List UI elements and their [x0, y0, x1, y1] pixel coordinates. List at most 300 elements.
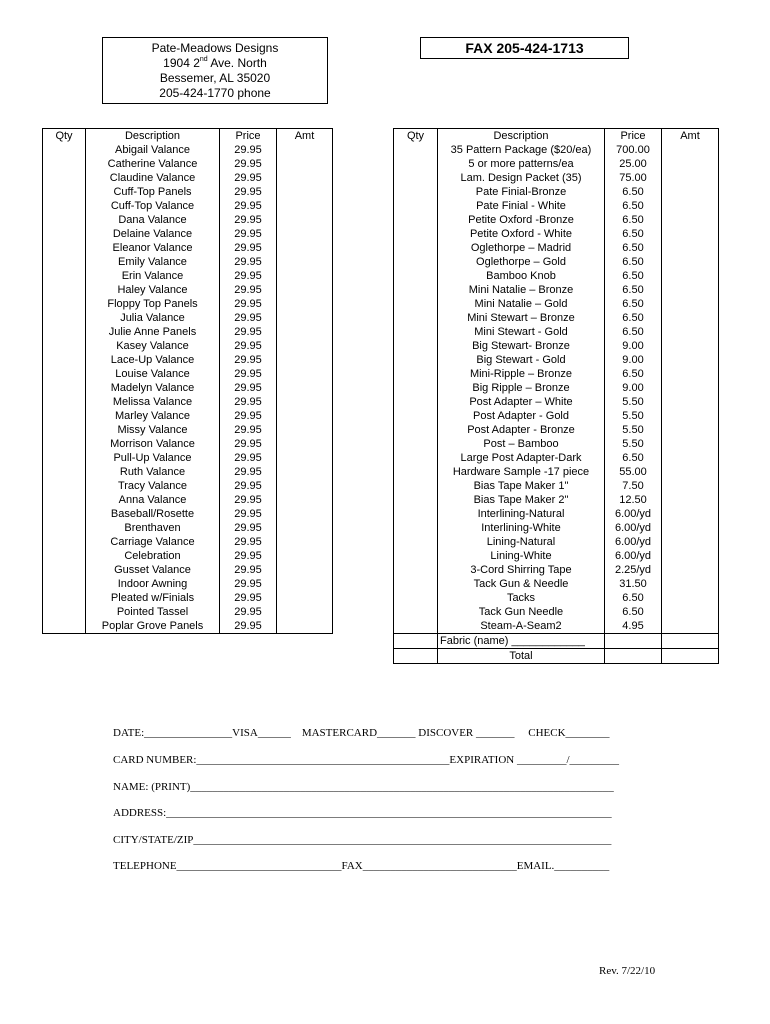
- amt-cell[interactable]: [277, 395, 333, 409]
- price-cell[interactable]: [605, 634, 662, 649]
- price-cell: 6.50: [605, 199, 662, 213]
- qty-cell[interactable]: [394, 283, 438, 297]
- qty-cell[interactable]: [43, 227, 86, 241]
- name-line[interactable]: NAME: (PRINT)_____________________________________________________________________________: [113, 781, 614, 793]
- table-row: [394, 591, 719, 605]
- amt-cell[interactable]: [662, 367, 719, 381]
- amt-cell[interactable]: [277, 493, 333, 507]
- amt-cell[interactable]: [662, 437, 719, 451]
- price-cell: 29.95: [220, 339, 277, 353]
- amt-cell[interactable]: [277, 339, 333, 353]
- qty-cell[interactable]: [394, 479, 438, 493]
- description-cell: Lining-Natural: [438, 535, 605, 549]
- table-row: [394, 241, 719, 255]
- price-cell: 75.00: [605, 171, 662, 185]
- amt-cell[interactable]: [662, 549, 719, 563]
- city-state-zip-line[interactable]: CITY/STATE/ZIP____________________________________________________________________________: [113, 834, 612, 846]
- amt-cell[interactable]: [662, 339, 719, 353]
- amt-cell[interactable]: [662, 409, 719, 423]
- price-cell: 6.00/yd: [605, 521, 662, 535]
- left-header-row: [43, 129, 333, 144]
- amt-cell[interactable]: [662, 395, 719, 409]
- table-row: [394, 409, 719, 423]
- price-cell: 25.00: [605, 157, 662, 171]
- qty-cell[interactable]: [394, 409, 438, 423]
- description-cell: Fabric (name) ____________: [438, 634, 605, 649]
- qty-cell[interactable]: [43, 409, 86, 423]
- description-cell: Kasey Valance: [86, 339, 220, 353]
- description-cell: Post Adapter - Gold: [438, 409, 605, 423]
- qty-cell[interactable]: [43, 269, 86, 283]
- qty-cell[interactable]: [43, 213, 86, 227]
- amt-cell[interactable]: [662, 649, 719, 664]
- price-cell: 29.95: [220, 297, 277, 311]
- qty-cell[interactable]: [394, 563, 438, 577]
- amt-cell[interactable]: [277, 549, 333, 563]
- street-number: 1904 2: [163, 56, 200, 70]
- table-row: [394, 213, 719, 227]
- left-order-table: [42, 128, 333, 634]
- description-cell: Madelyn Valance: [86, 381, 220, 395]
- qty-cell[interactable]: [43, 339, 86, 353]
- price-cell: 29.95: [220, 563, 277, 577]
- table-row: [394, 619, 719, 634]
- amt-cell[interactable]: [277, 535, 333, 549]
- description-cell: Post Adapter – White: [438, 395, 605, 409]
- qty-cell[interactable]: [394, 381, 438, 395]
- amt-cell[interactable]: [277, 199, 333, 213]
- amt-cell[interactable]: [277, 241, 333, 255]
- table-row: [394, 535, 719, 549]
- qty-cell[interactable]: [394, 493, 438, 507]
- table-row: [43, 143, 333, 157]
- qty-cell[interactable]: [394, 634, 438, 649]
- description-cell: Haley Valance: [86, 283, 220, 297]
- company-city: Bessemer, AL 35020: [159, 71, 271, 85]
- amt-cell[interactable]: [277, 451, 333, 465]
- qty-cell[interactable]: [394, 535, 438, 549]
- table-row: [43, 549, 333, 563]
- price-cell: 29.95: [220, 199, 277, 213]
- qty-cell[interactable]: [394, 339, 438, 353]
- description-cell: Bias Tape Maker 2": [438, 493, 605, 507]
- price-cell: 9.00: [605, 339, 662, 353]
- amt-cell[interactable]: [277, 465, 333, 479]
- description-cell: Mini Natalie – Bronze: [438, 283, 605, 297]
- description-cell: Morrison Valance: [86, 437, 220, 451]
- amt-cell[interactable]: [277, 311, 333, 325]
- qty-cell[interactable]: [43, 493, 86, 507]
- amt-cell[interactable]: [662, 325, 719, 339]
- description-cell: Baseball/Rosette: [86, 507, 220, 521]
- qty-cell[interactable]: [394, 465, 438, 479]
- qty-cell[interactable]: [43, 143, 86, 157]
- price-cell: 5.50: [605, 409, 662, 423]
- company-header: [102, 37, 328, 104]
- company-phone: 205-424-1770 phone: [159, 86, 271, 100]
- price-cell: 29.95: [220, 465, 277, 479]
- qty-cell[interactable]: [43, 381, 86, 395]
- qty-cell[interactable]: [394, 311, 438, 325]
- table-row: [43, 437, 333, 451]
- table-row: [43, 213, 333, 227]
- amt-cell[interactable]: [662, 535, 719, 549]
- amt-cell[interactable]: [662, 465, 719, 479]
- price-cell: 29.95: [220, 311, 277, 325]
- qty-cell[interactable]: [43, 255, 86, 269]
- amt-cell[interactable]: [277, 437, 333, 451]
- qty-cell[interactable]: [394, 507, 438, 521]
- table-row: [43, 577, 333, 591]
- price-cell: 6.50: [605, 367, 662, 381]
- price-cell: 6.50: [605, 591, 662, 605]
- description-cell: Julie Anne Panels: [86, 325, 220, 339]
- description-cell: Delaine Valance: [86, 227, 220, 241]
- price-cell: 6.50: [605, 297, 662, 311]
- price-cell: 12.50: [605, 493, 662, 507]
- qty-cell[interactable]: [394, 451, 438, 465]
- price-cell: 29.95: [220, 591, 277, 605]
- description-cell: Indoor Awning: [86, 577, 220, 591]
- qty-cell[interactable]: [43, 577, 86, 591]
- description-cell: Catherine Valance: [86, 157, 220, 171]
- table-row: [394, 479, 719, 493]
- description-cell: Pate Finial-Bronze: [438, 185, 605, 199]
- address-line[interactable]: ADDRESS:_________________________________________________________________________________: [113, 807, 612, 819]
- description-cell: Marley Valance: [86, 409, 220, 423]
- amt-cell[interactable]: [662, 171, 719, 185]
- price-cell: 29.95: [220, 605, 277, 619]
- qty-cell[interactable]: [394, 605, 438, 619]
- qty-cell[interactable]: [394, 171, 438, 185]
- amt-cell[interactable]: [662, 423, 719, 437]
- qty-cell[interactable]: [394, 521, 438, 535]
- qty-cell[interactable]: [43, 395, 86, 409]
- description-cell: Emily Valance: [86, 255, 220, 269]
- qty-cell[interactable]: [43, 157, 86, 171]
- amt-cell[interactable]: [277, 157, 333, 171]
- price-cell: 5.50: [605, 437, 662, 451]
- qty-cell[interactable]: [394, 143, 438, 157]
- qty-cell[interactable]: [43, 199, 86, 213]
- amt-cell[interactable]: [662, 241, 719, 255]
- description-cell: Oglethorpe – Gold: [438, 255, 605, 269]
- table-row: [394, 339, 719, 353]
- price-cell: 29.95: [220, 507, 277, 521]
- table-row: [43, 297, 333, 311]
- description-cell: Julia Valance: [86, 311, 220, 325]
- amt-cell[interactable]: [277, 171, 333, 185]
- amt-cell[interactable]: [277, 185, 333, 199]
- amt-cell[interactable]: [662, 634, 719, 649]
- price-cell: 700.00: [605, 143, 662, 157]
- price-cell: 4.95: [605, 619, 662, 634]
- amt-cell[interactable]: [277, 143, 333, 157]
- description-cell: Pate Finial - White: [438, 199, 605, 213]
- qty-cell[interactable]: [43, 479, 86, 493]
- description-cell: Tack Gun Needle: [438, 605, 605, 619]
- qty-cell[interactable]: [394, 157, 438, 171]
- qty-cell[interactable]: [394, 199, 438, 213]
- qty-cell[interactable]: [43, 185, 86, 199]
- amt-cell[interactable]: [662, 185, 719, 199]
- qty-cell[interactable]: [43, 465, 86, 479]
- price-cell: 6.50: [605, 213, 662, 227]
- price-cell: 29.95: [220, 521, 277, 535]
- amt-cell[interactable]: [662, 493, 719, 507]
- table-row: [43, 451, 333, 465]
- qty-cell[interactable]: [43, 353, 86, 367]
- description-cell: Big Stewart - Gold: [438, 353, 605, 367]
- table-row: [43, 409, 333, 423]
- table-row: [43, 227, 333, 241]
- table-row: [394, 437, 719, 451]
- price-cell: 29.95: [220, 423, 277, 437]
- table-row: [43, 605, 333, 619]
- price-cell: 29.95: [220, 451, 277, 465]
- price-cell: 6.50: [605, 283, 662, 297]
- amt-cell[interactable]: [277, 283, 333, 297]
- price-cell: 9.00: [605, 381, 662, 395]
- table-row: [43, 591, 333, 605]
- table-row: [394, 605, 719, 619]
- table-row: [394, 311, 719, 325]
- table-row: [43, 269, 333, 283]
- table-row: [394, 549, 719, 563]
- price-cell: 29.95: [220, 241, 277, 255]
- price-cell: 31.50: [605, 577, 662, 591]
- qty-cell[interactable]: [394, 325, 438, 339]
- table-row: [43, 367, 333, 381]
- amt-cell[interactable]: [277, 479, 333, 493]
- amt-cell[interactable]: [277, 577, 333, 591]
- amt-cell[interactable]: [277, 605, 333, 619]
- amt-cell[interactable]: [662, 591, 719, 605]
- qty-cell[interactable]: [43, 241, 86, 255]
- amt-cell[interactable]: [662, 199, 719, 213]
- qty-cell[interactable]: [43, 451, 86, 465]
- price-cell: 29.95: [220, 479, 277, 493]
- description-cell: Big Ripple – Bronze: [438, 381, 605, 395]
- amt-cell[interactable]: [277, 269, 333, 283]
- qty-cell[interactable]: [43, 619, 86, 634]
- price-cell: 9.00: [605, 353, 662, 367]
- qty-cell[interactable]: [394, 241, 438, 255]
- description-cell: Tacks: [438, 591, 605, 605]
- amt-cell[interactable]: [277, 507, 333, 521]
- qty-cell[interactable]: [43, 171, 86, 185]
- qty-cell[interactable]: [43, 521, 86, 535]
- qty-cell[interactable]: [43, 437, 86, 451]
- qty-cell[interactable]: [43, 563, 86, 577]
- qty-cell[interactable]: [43, 367, 86, 381]
- qty-cell[interactable]: [394, 649, 438, 664]
- price-cell: 6.00/yd: [605, 535, 662, 549]
- qty-cell[interactable]: [43, 423, 86, 437]
- qty-cell[interactable]: [43, 605, 86, 619]
- amt-cell[interactable]: [662, 283, 719, 297]
- table-row: [394, 493, 719, 507]
- amt-cell[interactable]: [662, 507, 719, 521]
- amt-cell[interactable]: [277, 591, 333, 605]
- table-row: [394, 171, 719, 185]
- amt-cell[interactable]: [662, 297, 719, 311]
- description-cell: Poplar Grove Panels: [86, 619, 220, 634]
- price-cell: 6.50: [605, 325, 662, 339]
- table-row: [43, 507, 333, 521]
- qty-cell[interactable]: [394, 297, 438, 311]
- amt-cell[interactable]: [277, 367, 333, 381]
- price-cell[interactable]: [605, 649, 662, 664]
- price-cell: 29.95: [220, 325, 277, 339]
- contact-line[interactable]: TELEPHONE______________________________FAX____________________________EMAIL.__________: [113, 860, 610, 872]
- amt-cell[interactable]: [662, 311, 719, 325]
- amt-cell[interactable]: [277, 255, 333, 269]
- description-cell: Missy Valance: [86, 423, 220, 437]
- qty-cell[interactable]: [43, 283, 86, 297]
- description-cell: Total: [438, 649, 605, 664]
- table-row: [43, 353, 333, 367]
- amt-cell[interactable]: [277, 213, 333, 227]
- description-cell: Brenthaven: [86, 521, 220, 535]
- description-cell: Petite Oxford -Bronze: [438, 213, 605, 227]
- qty-cell[interactable]: [394, 591, 438, 605]
- qty-cell[interactable]: [43, 325, 86, 339]
- amt-cell[interactable]: [662, 353, 719, 367]
- description-cell: Pleated w/Finials: [86, 591, 220, 605]
- amt-cell[interactable]: [662, 605, 719, 619]
- description-cell: Carriage Valance: [86, 535, 220, 549]
- amt-cell[interactable]: [277, 423, 333, 437]
- table-row: [43, 535, 333, 549]
- amt-cell[interactable]: [662, 143, 719, 157]
- price-cell: 29.95: [220, 157, 277, 171]
- table-row: [43, 479, 333, 493]
- price-cell: 6.50: [605, 605, 662, 619]
- description-cell: Mini-Ripple – Bronze: [438, 367, 605, 381]
- qty-cell[interactable]: [43, 507, 86, 521]
- description-cell: Oglethorpe – Madrid: [438, 241, 605, 255]
- price-cell: 29.95: [220, 255, 277, 269]
- amt-cell[interactable]: [662, 213, 719, 227]
- description-cell: Cuff-Top Valance: [86, 199, 220, 213]
- qty-cell[interactable]: [394, 353, 438, 367]
- table-row: [394, 227, 719, 241]
- amt-cell[interactable]: [277, 619, 333, 634]
- table-row: [43, 493, 333, 507]
- qty-cell[interactable]: [394, 269, 438, 283]
- description-cell: Post – Bamboo: [438, 437, 605, 451]
- amt-cell[interactable]: [277, 325, 333, 339]
- table-row: [43, 171, 333, 185]
- amt-cell[interactable]: [662, 269, 719, 283]
- price-cell: 6.50: [605, 311, 662, 325]
- amt-cell[interactable]: [277, 227, 333, 241]
- qty-cell[interactable]: [394, 619, 438, 634]
- amt-cell[interactable]: [277, 409, 333, 423]
- description-cell: 35 Pattern Package ($20/ea): [438, 143, 605, 157]
- price-cell: 29.95: [220, 213, 277, 227]
- description-cell: Mini Natalie – Gold: [438, 297, 605, 311]
- table-row: [394, 325, 719, 339]
- amt-cell[interactable]: [662, 577, 719, 591]
- description-cell: Floppy Top Panels: [86, 297, 220, 311]
- qty-cell[interactable]: [394, 577, 438, 591]
- qty-cell[interactable]: [43, 591, 86, 605]
- amt-cell[interactable]: [662, 157, 719, 171]
- description-cell: Mini Stewart - Gold: [438, 325, 605, 339]
- card-number-line[interactable]: CARD NUMBER:______________________________________________EXPIRATION _________/_________: [113, 754, 620, 766]
- description-cell: Dana Valance: [86, 213, 220, 227]
- table-row: [394, 521, 719, 535]
- table-row: [43, 465, 333, 479]
- qty-cell[interactable]: [394, 437, 438, 451]
- qty-cell[interactable]: [394, 213, 438, 227]
- street-name: Ave. North: [207, 56, 267, 70]
- amt-cell[interactable]: [662, 381, 719, 395]
- payment-method-line[interactable]: DATE:________________VISA______ MASTERCARD_______ DISCOVER _______ CHECK________: [113, 727, 610, 739]
- description-cell: Hardware Sample -17 piece: [438, 465, 605, 479]
- description-cell: Bamboo Knob: [438, 269, 605, 283]
- description-cell: Eleanor Valance: [86, 241, 220, 255]
- table-row: [43, 283, 333, 297]
- qty-cell[interactable]: [394, 423, 438, 437]
- amt-cell[interactable]: [662, 619, 719, 634]
- qty-cell[interactable]: [43, 297, 86, 311]
- right-order-table: [393, 128, 719, 664]
- amt-cell[interactable]: [277, 563, 333, 577]
- description-cell: Mini Stewart – Bronze: [438, 311, 605, 325]
- amt-cell[interactable]: [662, 479, 719, 493]
- amt-cell[interactable]: [277, 521, 333, 535]
- table-row: [394, 465, 719, 479]
- qty-cell[interactable]: [43, 549, 86, 563]
- qty-cell[interactable]: [43, 311, 86, 325]
- qty-cell[interactable]: [394, 227, 438, 241]
- description-cell: Louise Valance: [86, 367, 220, 381]
- price-cell: 6.00/yd: [605, 549, 662, 563]
- qty-cell[interactable]: [394, 255, 438, 269]
- qty-cell[interactable]: [394, 549, 438, 563]
- price-header: Price: [605, 129, 662, 144]
- amt-cell[interactable]: [662, 255, 719, 269]
- qty-cell[interactable]: [43, 535, 86, 549]
- table-row: [394, 157, 719, 171]
- amt-cell[interactable]: [662, 563, 719, 577]
- price-cell: 2.25/yd: [605, 563, 662, 577]
- amt-cell[interactable]: [662, 451, 719, 465]
- description-cell: Erin Valance: [86, 269, 220, 283]
- price-cell: 6.50: [605, 269, 662, 283]
- amt-cell[interactable]: [277, 297, 333, 311]
- qty-cell[interactable]: [394, 395, 438, 409]
- table-row: [394, 283, 719, 297]
- amt-cell[interactable]: [277, 353, 333, 367]
- price-cell: 29.95: [220, 185, 277, 199]
- qty-cell[interactable]: [394, 185, 438, 199]
- amt-cell[interactable]: [277, 381, 333, 395]
- amt-cell[interactable]: [662, 521, 719, 535]
- description-header: Description: [86, 129, 220, 144]
- table-row: [43, 157, 333, 171]
- qty-header: Qty: [43, 129, 86, 144]
- qty-cell[interactable]: [394, 367, 438, 381]
- description-cell: Tracy Valance: [86, 479, 220, 493]
- description-cell: Lace-Up Valance: [86, 353, 220, 367]
- company-street: [103, 56, 327, 71]
- table-row: [394, 269, 719, 283]
- amt-cell[interactable]: [662, 227, 719, 241]
